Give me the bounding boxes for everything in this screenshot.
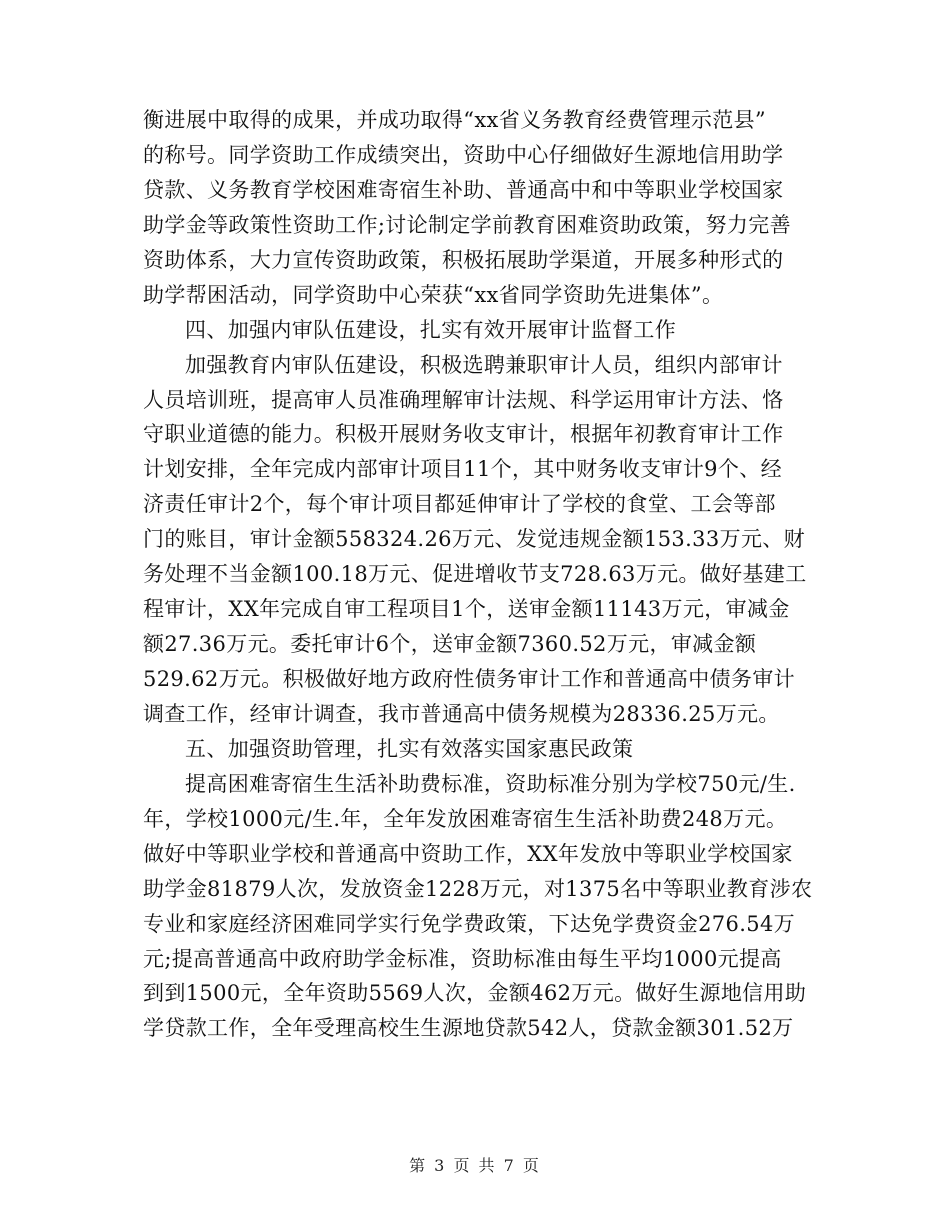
text-line: 助学金等政策性资助工作;讨论制定学前教育困难资助政策，努力完善 bbox=[143, 212, 791, 237]
text-line: 提高困难寄宿生生活补助费标准，资助标准分别为学校750元/生. bbox=[185, 771, 796, 796]
text-line: 衡进展中取得的成果，并成功取得“xx省义务教育经费管理示范县” bbox=[143, 108, 767, 132]
text-line: 到到1500元，全年资助5569人次，金额462万元。做好生源地信用助 bbox=[143, 981, 807, 1006]
text-line: 贷款、义务教育学校困难寄宿生补助、普通高中和中等职业学校国家 bbox=[143, 177, 784, 202]
text-line: 年，学校1000元/生.年，全年发放困难寄宿生生活补助费248万元。 bbox=[143, 806, 788, 831]
text-line: 专业和家庭经济困难同学实行免学费政策，下达免学费资金276.54万 bbox=[143, 911, 796, 936]
text-line: 额27.36万元。委托审计6个，送审金额7360.52万元，审减金额 bbox=[143, 632, 757, 657]
text-line: 务处理不当金额100.18万元、促进增收节支728.63万元。做好基建工 bbox=[143, 562, 807, 587]
text-line: 元;提高普通高中政府助学金标准，资助标准由每生平均1000元提高 bbox=[143, 946, 782, 971]
section-heading-5: 五、加强资助管理，扎实有效落实国家惠民政策 bbox=[185, 736, 634, 761]
text-line: 人员培训班，提高审人员准确理解审计法规、科学运用审计方法、恪 bbox=[143, 387, 784, 412]
text-line: 助学金81879人次，发放资金1228万元，对1375名中等职业教育涉农 bbox=[143, 876, 813, 901]
text-line: 调查工作，经审计调查，我市普通高中债务规模为28336.25万元。 bbox=[143, 701, 780, 726]
text-line: 计划安排，全年完成内部审计项目11个，其中财务收支审计9个、经 bbox=[143, 457, 782, 482]
text-line: 加强教育内审队伍建设，积极选聘兼职审计人员，组织内部审计 bbox=[185, 352, 783, 377]
text-line: 济责任审计2个，每个审计项目都延伸审计了学校的食堂、工会等部 bbox=[143, 492, 776, 517]
text-line: 程审计，XX年完成自审工程项目1个，送审金额11143万元，审减金 bbox=[143, 597, 790, 622]
text-line: 529.62万元。积极做好地方政府性债务审计工作和普通高中债务审计 bbox=[143, 667, 796, 691]
page-number-footer: 第 3 页 共 7 页 bbox=[409, 1156, 541, 1175]
text-line: 学贷款工作，全年受理高校生生源地贷款542人，贷款金额301.52万 bbox=[143, 1016, 794, 1041]
text-line: 助学帮困活动，同学资助中心荣获“xx省同学资助先进集体”。 bbox=[143, 282, 724, 307]
text-line: 门的账目，审计金额558324.26万元、发觉违规金额153.33万元、财 bbox=[143, 527, 805, 552]
text-line: 的称号。同学资助工作成绩突出，资助中心仔细做好生源地信用助学 bbox=[143, 142, 784, 167]
section-heading-4: 四、加强内审队伍建设，扎实有效开展审计监督工作 bbox=[185, 317, 677, 342]
text-line: 资助体系，大力宣传资助政策，积极拓展助学渠道，开展多种形式的 bbox=[143, 247, 784, 272]
body-text bbox=[143, 103, 813, 1046]
text-line: 做好中等职业学校和普通高中资助工作，XX年发放中等职业学校国家 bbox=[143, 841, 793, 866]
text-line: 守职业道德的能力。积极开展财务收支审计，根据年初教育审计工作 bbox=[143, 422, 784, 447]
